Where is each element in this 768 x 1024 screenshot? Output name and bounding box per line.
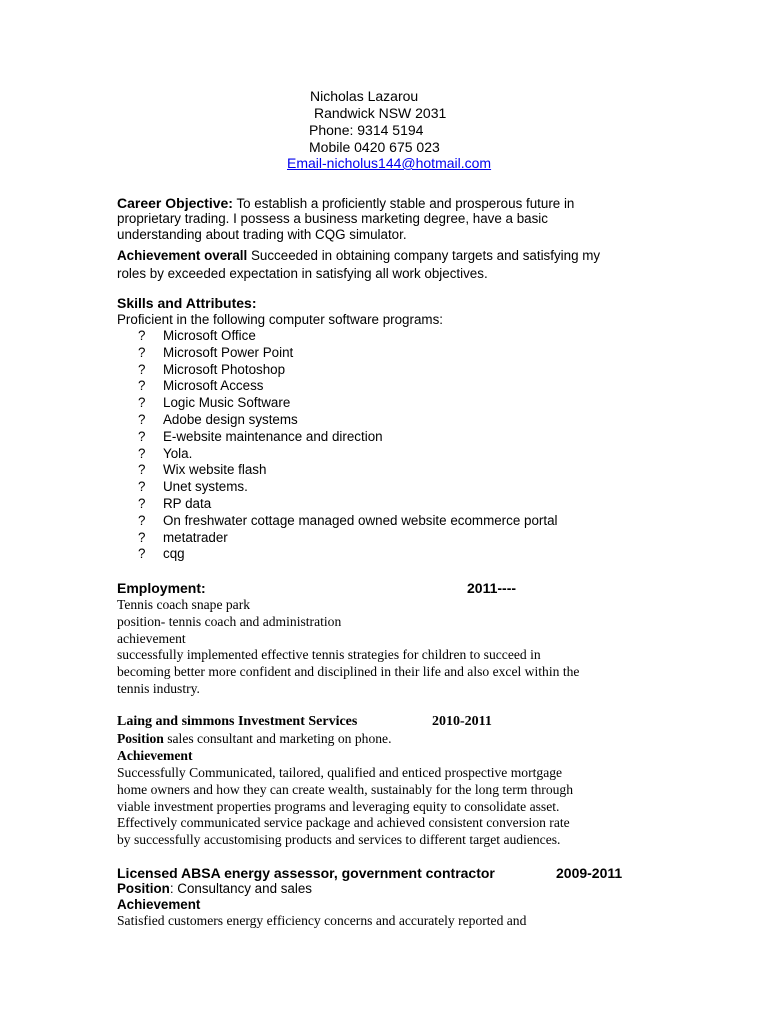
laing-date: 2010-2011	[432, 714, 492, 729]
laing-title: Laing and simmons Investment Services	[117, 714, 358, 729]
laing-line: home owners and how they can create wealth, sustainably for the long term through	[117, 781, 574, 797]
contact-mobile: Mobile 0420 675 023	[309, 139, 440, 155]
employment-line: successfully implemented effective tennis strategies for children to succeed in	[117, 647, 541, 663]
skill-label: Microsoft Office	[163, 328, 256, 343]
laing-line: Effectively communicated service package and achieved consistent conversion rate	[117, 815, 570, 831]
achievement-overall-line-2: roles by exceeded expectation in satisfying all work objectives.	[117, 266, 488, 281]
employment-line: tennis industry.	[117, 680, 200, 696]
skill-item	[138, 546, 558, 563]
bullet-glyph: ?	[138, 361, 146, 377]
laing-position-text: sales consultant and marketing on phone.	[167, 731, 392, 746]
absa-position-label: Position	[117, 881, 170, 896]
skill-item	[138, 496, 558, 513]
skill-label: Unet systems.	[163, 479, 248, 495]
achievement-overall-text: Succeeded in obtaining company targets and satisfying my	[250, 248, 601, 263]
skill-label: E-website maintenance and direction	[163, 428, 383, 444]
career-objective-line-2: proprietary trading. I possess a business marketing degree, have a basic	[117, 211, 548, 226]
laing-body	[117, 765, 677, 849]
skill-label: Adobe design systems	[163, 411, 298, 427]
absa-date: 2009-2011	[556, 865, 623, 881]
bullet-glyph: ?	[138, 462, 146, 478]
laing-position-line	[117, 731, 391, 748]
laing-line: by successfully accustomising products and services to different target audiences.	[117, 832, 561, 848]
employment-heading: Employment:	[117, 580, 206, 596]
bullet-glyph: ?	[138, 529, 146, 545]
skill-item	[138, 412, 558, 429]
contact-email-link[interactable]: Email-nicholus144@hotmail.com	[287, 155, 492, 171]
skill-item	[138, 530, 558, 547]
bullet-glyph: ?	[138, 395, 146, 411]
skills-list	[138, 328, 558, 563]
bullet-glyph: ?	[138, 445, 146, 461]
skill-label: Yola.	[163, 445, 193, 461]
skill-item	[138, 513, 558, 530]
absa-achievement-label: Achievement	[117, 897, 201, 912]
laing-position-label: Position	[117, 731, 164, 746]
skill-label: Microsoft Photoshop	[163, 361, 286, 377]
contact-name: Nicholas Lazarou	[310, 88, 419, 104]
bullet-glyph: ?	[138, 328, 146, 343]
employment-line: achievement	[117, 630, 186, 646]
bullet-glyph: ?	[138, 495, 146, 511]
contact-phone: Phone: 9314 5194	[309, 122, 424, 138]
bullet-glyph: ?	[138, 546, 146, 562]
skill-label: Microsoft Access	[163, 378, 264, 394]
bullet-glyph: ?	[138, 411, 146, 427]
bullet-glyph: ?	[138, 344, 146, 360]
skills-intro: Proficient in the following computer software programs:	[117, 312, 443, 327]
career-objective-text: To establish a proficiently stable and prosperous future in	[236, 196, 575, 211]
career-objective-line-1	[117, 195, 574, 213]
skill-item	[138, 328, 558, 345]
skill-label: On freshwater cottage managed owned website ecommerce portal	[163, 512, 558, 528]
achievement-overall-heading: Achievement overall	[117, 248, 248, 263]
employment-body	[117, 597, 677, 698]
career-objective-line-3: understanding about trading with CQG simulator.	[117, 227, 407, 242]
laing-line: viable investment properties programs and leveraging equity to consolidate asset.	[117, 798, 560, 814]
absa-title: Licensed ABSA energy assessor, government contractor	[117, 865, 495, 881]
skill-label: cqg	[163, 546, 185, 562]
laing-achievement-label: Achievement	[117, 748, 193, 763]
skill-item	[138, 462, 558, 479]
absa-position-line	[117, 881, 312, 898]
skills-heading: Skills and Attributes:	[117, 295, 257, 311]
skill-label: Microsoft Power Point	[163, 344, 294, 360]
skill-item	[138, 479, 558, 496]
bullet-glyph: ?	[138, 428, 146, 444]
skill-item	[138, 429, 558, 446]
skill-label: Logic Music Software	[163, 395, 291, 411]
employment-line: position- tennis coach and administration	[117, 613, 342, 629]
skill-item	[138, 345, 558, 362]
bullet-glyph: ?	[138, 378, 146, 394]
employment-line: becoming better more confident and disciplined in their life and also excel within the	[117, 664, 580, 680]
absa-line: Satisfied customers energy efficiency concerns and accurately reported and	[117, 913, 527, 928]
contact-address: Randwick NSW 2031	[314, 105, 447, 121]
career-objective-heading: Career Objective:	[117, 195, 233, 211]
achievement-overall-line-1	[117, 248, 600, 265]
bullet-glyph: ?	[138, 512, 146, 528]
skill-item	[138, 395, 558, 412]
skill-label: RP data	[163, 495, 212, 511]
skill-item	[138, 446, 558, 463]
bullet-glyph: ?	[138, 479, 146, 495]
skill-label: metatrader	[163, 529, 228, 545]
laing-line: Successfully Communicated, tailored, qualified and enticed prospective mortgage	[117, 765, 563, 780]
skill-label: Wix website flash	[163, 462, 267, 478]
employment-date: 2011----	[467, 580, 517, 596]
employment-line: Tennis coach snape park	[117, 597, 251, 612]
skill-item	[138, 378, 558, 395]
absa-position-text: : Consultancy and sales	[169, 881, 312, 896]
skill-item	[138, 362, 558, 379]
